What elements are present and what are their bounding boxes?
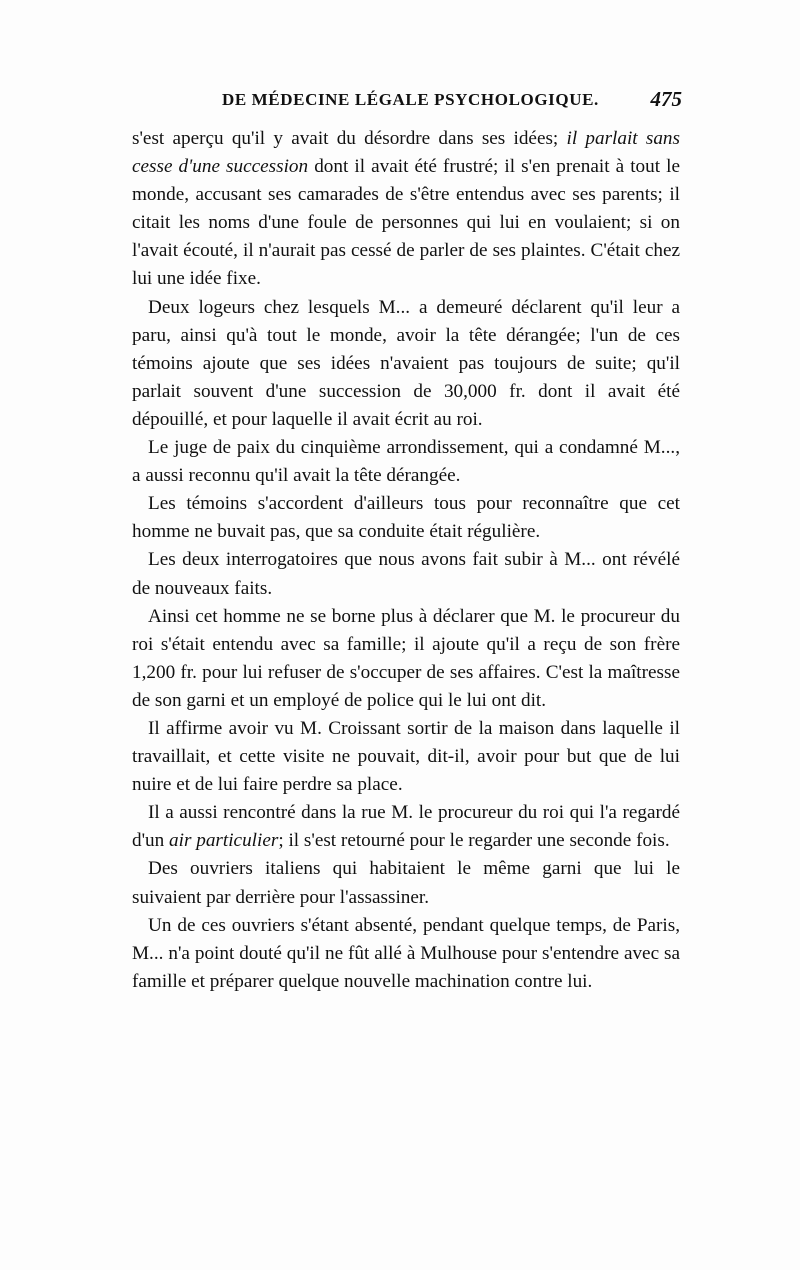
text-segment: Le juge de paix du cinquième arrondissement, qui a condamné M..., a aussi reconnu qu'il avait la tête dérangée. (132, 437, 680, 487)
text-segment: Il affirme avoir vu M. Croissant sortir de la maison dans laquelle il travaillait, et cette visite ne pouvait, dit-il, avoir pour but que de lui nuire et de lui faire perdre sa place. (132, 717, 680, 796)
italic-segment: air particulier (169, 830, 279, 852)
paragraph-6 (132, 603, 680, 715)
italic-segment: il parlait sans cesse d'une succession (132, 128, 680, 178)
running-title: DE MÉDECINE LÉGALE PSYCHOLOGIQUE. (222, 90, 599, 109)
text-segment: dont il avait été frustré; il s'en prenait à tout le monde, accusant ses camarades de s'être entendus avec ses parents; il citait les noms d'une foule de personnes qui lui en voulaient; si on l'avait écouté, il n'aurait pas cessé de parler de ses plaintes. C'était chez lui une idée fixe. (132, 156, 680, 290)
body-text (132, 125, 680, 996)
paragraph-2 (132, 294, 680, 434)
text-segment: Ainsi cet homme ne se borne plus à déclarer que M. le procureur du roi s'était entendu avec sa famille; il ajoute qu'il a reçu de son frère 1,200 fr. pour lui refuser de s'occuper de ses affaires. C'est la maîtresse de son garni et un employé de police qui le lui ont dit. (132, 605, 680, 711)
text-segment: ; il s'est retourné pour le regarder une seconde fois. (278, 830, 670, 852)
paragraph-1 (132, 125, 680, 294)
text-segment: s'est aperçu qu'il y avait du désordre dans ses idées; (132, 128, 567, 149)
text-segment: Les deux interrogatoires que nous avons fait subir à M... ont révélé de nouveaux faits. (132, 549, 680, 599)
running-head (132, 87, 682, 116)
paragraph-7 (132, 715, 680, 799)
text-segment: Des ouvriers italiens qui habitaient le même garni que lui le suivaient par derrière pour l'assassiner. (132, 858, 680, 908)
text-segment: Il a aussi rencontré dans la rue M. le procureur du roi qui l'a regardé d'un (132, 802, 680, 852)
paragraph-5 (132, 546, 680, 602)
paragraph-3 (132, 434, 680, 490)
paragraph-9 (132, 855, 680, 911)
paragraph-4 (132, 490, 680, 546)
page-number: 475 (650, 87, 682, 111)
paragraph-10 (132, 912, 680, 996)
paragraph-8 (132, 799, 680, 855)
text-segment: Un de ces ouvriers s'étant absenté, pendant quelque temps, de Paris, M... n'a point douté qu'il ne fût allé à Mulhouse pour s'entendre avec sa famille et préparer quelque nouvelle machination contre lui. (132, 914, 680, 992)
text-segment: Deux logeurs chez lesquels M... a demeuré déclarent qu'il leur a paru, ainsi qu'à tout le monde, avoir la tête dérangée; l'un de ces témoins ajoute que ses idées n'avaient pas toujours de suite; qu'il parlait souvent d'une succession de 30,000 fr. dont il avait été dépouillé, et pour laquelle il avait écrit au roi. (132, 296, 680, 430)
text-segment: Les témoins s'accordent d'ailleurs tous pour reconnaître que cet homme ne buvait pas, que sa conduite était régulière. (132, 493, 680, 543)
